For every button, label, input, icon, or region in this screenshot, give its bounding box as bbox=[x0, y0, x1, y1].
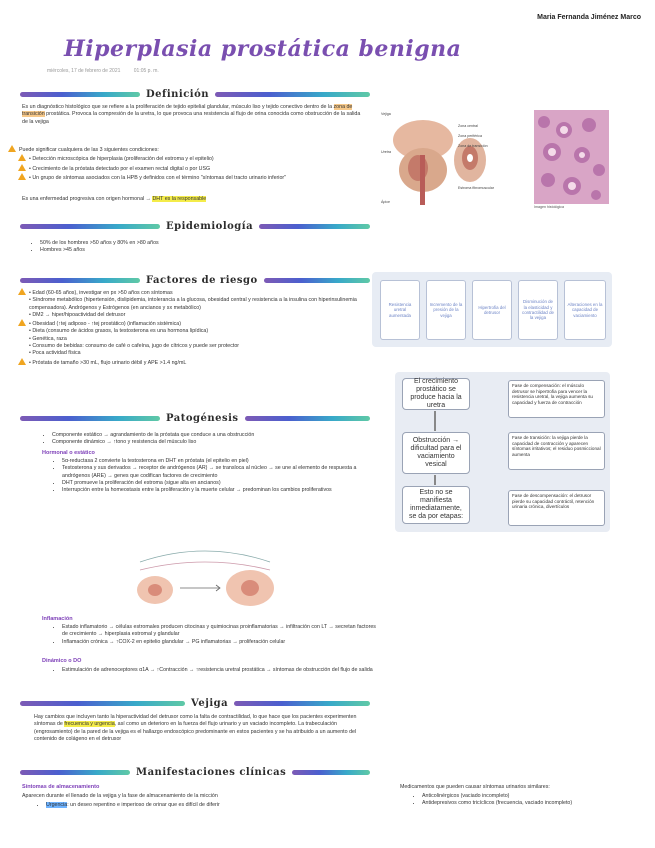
list-item: • Inflamación crónica → ↑COX-2 en epitelio glandular → PG inflamatorias → proliferación celular bbox=[62, 639, 380, 646]
warning-icon bbox=[18, 319, 26, 326]
section-header-manifestaciones bbox=[20, 766, 370, 779]
flow-box: Obstrucción → dificultad para el vaciamiento vesical bbox=[402, 432, 470, 474]
list-item: • Componente dinámico → ↑tono y resistencia del músculo liso bbox=[52, 439, 382, 446]
subsection-title: Hormonal o estático bbox=[42, 450, 95, 456]
prostate-illustration bbox=[378, 100, 496, 218]
list-item: • Estimulación de adrenoceptores α1A → ↑Contracción → ↑resistencia uretral prostática → síntomas de obstrucción del flujo de salida bbox=[62, 667, 380, 674]
list-item: • Testosterona y sus derivados → receptor de andrógenos (AR) → se transloca al núcleo → se une al elemento de respuesta a andrógenos (ARE) → genes que codifican factores de crecimiento bbox=[62, 465, 380, 480]
highlight: DHT es la responsable bbox=[152, 196, 207, 202]
epidemiologia-list bbox=[28, 240, 370, 255]
section-title: Factores de riesgo bbox=[146, 275, 258, 286]
section-header-patogenesis bbox=[20, 412, 370, 425]
arrow-connector bbox=[434, 411, 436, 431]
flow-box: Hipertrofia del detrusor bbox=[472, 280, 512, 340]
section-title: Manifestaciones clínicas bbox=[136, 767, 287, 778]
list-item: • Interrupción entre la homeostasis entre la proliferación y la muerte celular → predominan los cambios proliferativos bbox=[62, 487, 380, 494]
flow-box: Disminución de la elasticidad y contractilidad de la vejiga bbox=[518, 280, 558, 340]
list-item: • 5α-reductasa 2 convierte la testosterona en DHT en próstata (el epitelio en piel) bbox=[62, 458, 380, 465]
definicion-progressive: Es una enfermedad progresiva con origen hormonal → DHT es la responsable bbox=[22, 196, 207, 202]
highlight: frecuencia y urgencia bbox=[64, 721, 115, 728]
author-name: Maria Fernanda Jiménez Marco bbox=[537, 14, 641, 21]
section-title: Definición bbox=[146, 89, 210, 100]
warning-icon bbox=[18, 288, 26, 295]
subsection-title: Síntomas de almacenamiento bbox=[22, 784, 100, 790]
list-item: • 50% de los hombres >50 años y 80% en >80 años bbox=[40, 240, 370, 247]
flow-box: Alteraciones en la capacidad de vaciamiento bbox=[564, 280, 606, 340]
section-title: Vejiga bbox=[191, 698, 229, 709]
dinamico-list bbox=[50, 667, 380, 674]
section-header-factores bbox=[20, 274, 370, 287]
manifestaciones-text: Aparecen durante el llenado de la vejiga y la fase de almacenamiento de la micción bbox=[22, 793, 218, 799]
highlight: Urgencia bbox=[46, 802, 68, 808]
list-item: • Estado inflamatorio → células estromales producen citocinas y quimiocinas proinflamatorias → infiltración con LT → secretan factores de crecimiento → hiperplasia estromal y glandular bbox=[62, 624, 380, 639]
page-title: Hiperplasia prostática benigna bbox=[64, 36, 462, 62]
warning-icon bbox=[18, 154, 26, 161]
warning-icon bbox=[18, 358, 26, 365]
prostate-anatomy-figure: Vejiga Zona central Zona periférica Zona de transición Uretra Estroma fibromuscular Ápice bbox=[378, 100, 496, 218]
flow-box: Resistencia uretral aumentada bbox=[380, 280, 420, 340]
section-header-epidemiologia bbox=[20, 220, 370, 233]
hormonal-list bbox=[50, 458, 380, 494]
flow-box: Esto no se manifiesta inmediatamente, se da por etapas: bbox=[402, 486, 470, 524]
section-header-vejiga bbox=[20, 697, 370, 710]
flow-box: El crecimiento prostático se produce hacia la uretra bbox=[402, 378, 470, 410]
flow-box: Fase de compensación: el músculo detrusor se hipertrofia para vencer la resistencia uretral, la vejiga aumenta su capacidad y fuerza de contracción bbox=[508, 380, 605, 418]
section-title: Epidemiología bbox=[166, 221, 254, 232]
date-text: miércoles, 17 de febrero de 2021 bbox=[47, 68, 121, 74]
flow-box: Fase de descompensación: el detrusor pierde su capacidad contráctil, retención urinaria crónica, divertículos bbox=[508, 490, 605, 526]
manifestaciones-list bbox=[34, 802, 380, 809]
definicion-conditions: Puede significar cualquiera de las 3 siguientes condiciones: • Detección microscópica de hiperplasia (proliferación del estroma y el epitelio) • Crecimiento de la próstata detectado por el examen rectal digital o por USG • Un grupo de síntomas asociados con la HPB y definidos con el término "síntomas del tracto urinario inferior" bbox=[8, 145, 368, 182]
definicion-paragraph: Es un diagnóstico histológico que se refiere a la proliferación de tejido epitelial glandular, músculo liso y tejido conectivo dentro de la zona de transición prostática. Provoca la compresión de la uretra, lo que provoca una resistencia al flujo de orina conocida como obstrucción de la salida de la vejiga bbox=[22, 104, 361, 125]
vejiga-paragraph: Hay cambios que incluyen tanto la hiperactividad del detrusor como la falta de contractilidad, lo que hace que los pacientes experimenten síntomas de frecuencia y urgencia, así como un deterioro en la fuerza del flujo urinario y un vaciado incompleto. La trabeculación (engrosamiento) de la pared de la vejiga es el hallazgo endoscópico predominante en estos pacientes y se ha atribuido a un aumento del contenido de colágeno en el detrusor bbox=[34, 714, 357, 742]
section-title: Patogénesis bbox=[166, 413, 239, 424]
time-text: 01:05 p. m. bbox=[133, 68, 159, 74]
list-item: • Componente estático → agrandamiento de la próstata que conduce a una obstrucción bbox=[52, 432, 382, 439]
warning-icon bbox=[8, 145, 16, 152]
subsection-title: Inflamación bbox=[42, 616, 73, 622]
page-date bbox=[47, 68, 171, 74]
histology-caption: Imagen histológica bbox=[534, 205, 564, 209]
medications-list bbox=[410, 793, 642, 808]
patogenesis-list bbox=[40, 432, 382, 447]
factores-list: • Edad (60-65 años), investigar en px >50 años con síntomas • Síndrome metabólico (hipertensión, dislipidemia, intolerancia a la glucosa, obesidad central y resistencia a la insulina con hiperinsulinemia compensadora). Andrógenos y Estrógenos (en ancianos y sx metabólico) • DM2 → hiper/hipoactividad del detrusor • Obesidad (↑tej adiposo - ↑tej prostático) (inflamación sistémica) • Dieta (consumo de ácidos grasos, la testosterona es una hormona lipídica) • Genética, raza • Consumo de bebidas: consumo de café o cafeína, jugo de cítricos y puede ser protector • Poca actividad física • Próstata de tamaño >30 mL, flujo urinario débil y APE >1.4 ng/mL bbox=[18, 288, 370, 367]
arrow-connector bbox=[434, 475, 436, 485]
medications-title: Medicamentos que pueden causar síntomas urinarios similares: bbox=[400, 784, 550, 790]
list-item: • DHT promueve la proliferación del estroma (sigue alta en ancianos) bbox=[62, 480, 380, 487]
list-item: • Antidepresivos como tricíclicos (frecuencia, vaciado incompleto) bbox=[422, 800, 642, 807]
histology-image bbox=[534, 110, 609, 204]
inflamacion-list bbox=[50, 624, 380, 646]
warning-icon bbox=[18, 164, 26, 171]
warning-icon bbox=[18, 173, 26, 180]
list-item: • Hombres >45 años bbox=[40, 247, 370, 254]
section-header-definicion bbox=[20, 88, 370, 101]
list-item: • Urgencia: un deseo repentino e imperioso de orinar que es difícil de diferir bbox=[46, 802, 380, 809]
highlight: zona de transición bbox=[22, 104, 353, 118]
list-item: • Anticolinérgicos (vaciado incompleto) bbox=[422, 793, 642, 800]
flow-box: Incremento de la presión de la vejiga bbox=[426, 280, 466, 340]
flow-box: Fase de transición: la vejiga pierde la capacidad de contracción y aparecen síntomas irritativos; el residuo posmiccional aumenta bbox=[508, 432, 605, 470]
subsection-title: Dinámico o DO bbox=[42, 658, 82, 664]
pathogenesis-figure bbox=[120, 542, 290, 610]
